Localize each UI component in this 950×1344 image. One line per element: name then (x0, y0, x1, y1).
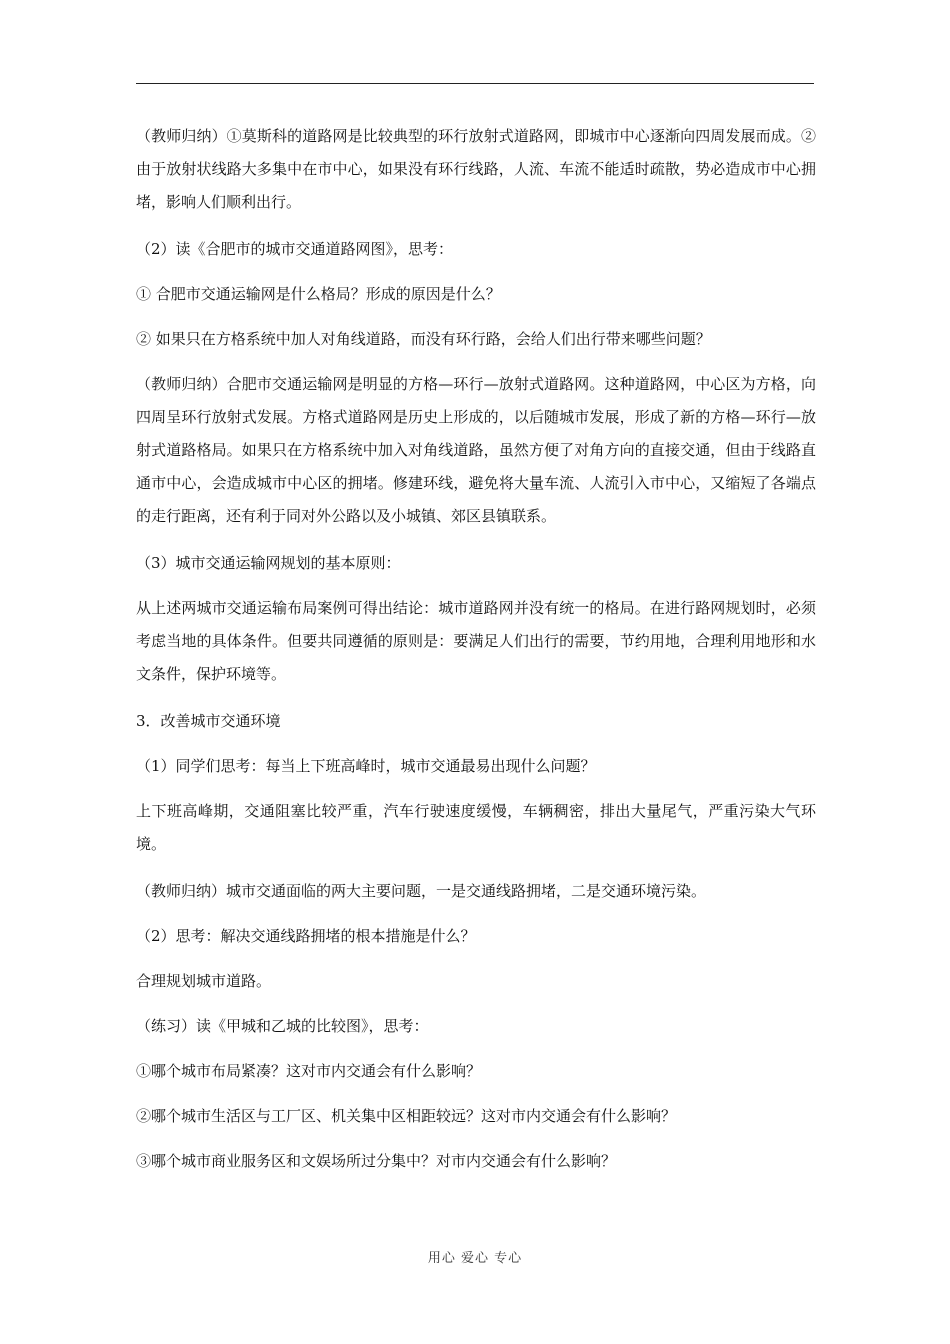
paragraph-exercise-heading: （练习）读《甲城和乙城的比较图》，思考： (136, 1017, 429, 1035)
document-body (136, 120, 816, 1190)
paragraph-planning-principles: 从上述两城市交通运输布局案例可得出结论：城市道路网并没有统一的格局。在进行路网规划时，必须考虑当地的具体条件。但要共同遵循的原则是：要满足人们出行的需要，节约用地，合理利用地形和水文条件，保护环境等。 (136, 599, 816, 683)
paragraph-exercise-question-1: ①哪个城市布局紧凑？这对市内交通会有什么影响？ (136, 1062, 482, 1080)
paragraph-planning-principles-heading: （3）城市交通运输网规划的基本原则： (136, 554, 401, 572)
paragraph-question-rush-hour: （1）同学们思考：每当上下班高峰时，城市交通最易出现什么问题？ (136, 757, 596, 775)
paragraph-teacher-summary-hefei: （教师归纳）合肥市交通运输网是明显的方格—环行—放射式道路网。这种道路网，中心区为方格，向四周呈环行放射式发展。方格式道路网是历史上形成的，以后随城市发展，形成了新的方格—环行—放射式道路格局。如果只在方格系统中加入对角线道路，虽然方便了对角方向的直接交通，但由于线路直通市中心，会造成城市中心区的拥堵。修建环线，避免将大量车流、人流引入市中心，又缩短了各端点的走行距离，还有利于同对外公路以及小城镇、郊区县镇联系。 (136, 375, 816, 525)
paragraph-congestion-answer: 合理规划城市道路。 (136, 972, 272, 990)
page-footer: 用心 爱心 专心 (427, 1251, 523, 1266)
paragraph-question-congestion: （2）思考：解决交通线路拥堵的根本措施是什么？ (136, 927, 476, 945)
paragraph-teacher-summary-moscow: （教师归纳）①莫斯科的道路网是比较典型的环行放射式道路网，即城市中心逐渐向四周发展而成。②由于放射状线路大多集中在市中心，如果没有环行线路，人流、车流不能适时疏散，势必造成市中心拥堵，影响人们顺利出行。 (136, 127, 816, 211)
section-heading-improve-traffic: 3．改善城市交通环境 (136, 712, 281, 730)
paragraph-exercise-question-2: ②哪个城市生活区与工厂区、机关集中区相距较远？这对市内交通会有什么影响？ (136, 1107, 677, 1125)
paragraph-question-1: ① 合肥市交通运输网是什么格局？形成的原因是什么？ (136, 285, 501, 303)
paragraph-question-hefei-map: （2）读《合肥市的城市交通道路网图》，思考： (136, 240, 454, 258)
paragraph-teacher-summary-problems: （教师归纳）城市交通面临的两大主要问题，一是交通线路拥堵，二是交通环境污染。 (136, 882, 707, 900)
header-rule (136, 83, 814, 84)
paragraph-question-2: ② 如果只在方格系统中加人对角线道路，而没有环行路，会给人们出行带来哪些问题？ (136, 330, 711, 348)
paragraph-rush-hour-answer: 上下班高峰期，交通阻塞比较严重，汽车行驶速度缓慢，车辆稠密，排出大量尾气，严重污染大气环境。 (136, 802, 816, 853)
paragraph-exercise-question-3: ③哪个城市商业服务区和文娱场所过分集中？对市内交通会有什么影响？ (136, 1152, 617, 1170)
